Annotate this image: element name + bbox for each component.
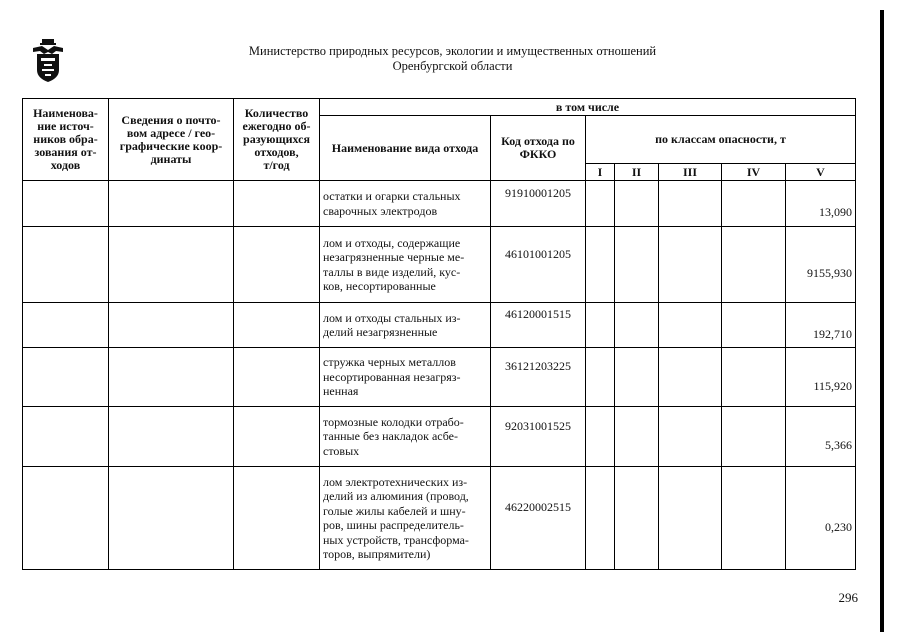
class-iii-cell: [659, 227, 722, 303]
class-iii-cell: [659, 407, 722, 467]
quantity-cell: [234, 407, 320, 467]
class-iv-cell: [722, 407, 786, 467]
class-i-cell: [586, 348, 615, 407]
quantity-cell: [234, 348, 320, 407]
fkko-code-cell: 46120001515: [491, 303, 586, 348]
table-row: [23, 407, 856, 467]
fkko-code-cell: 92031001525: [491, 407, 586, 467]
class-label-v: V: [786, 164, 856, 181]
class-v-cell: 13,090: [786, 181, 856, 227]
class-label-iii: III: [659, 164, 722, 181]
class-i-cell: [586, 407, 615, 467]
table-row: [23, 467, 856, 570]
address-cell: [109, 467, 234, 570]
source-cell: [23, 181, 109, 227]
col-header-address: Сведения о почто- вом адресе / гео- графические коор- динаты: [109, 99, 234, 181]
table-row: [23, 303, 856, 348]
table-row: [23, 348, 856, 407]
col-header-hazard-classes: по классам опасности, т: [586, 116, 856, 164]
table-row: [23, 227, 856, 303]
class-iii-cell: [659, 467, 722, 570]
class-iii-cell: [659, 181, 722, 227]
address-cell: [109, 181, 234, 227]
coat-of-arms-icon: [30, 38, 66, 84]
class-v-cell: 9155,930: [786, 227, 856, 303]
quantity-cell: [234, 303, 320, 348]
class-ii-cell: [615, 348, 659, 407]
col-header-waste-name: Наименование вида отхода: [320, 116, 491, 181]
waste-name-cell: лом и отходы, содержащие незагрязненные черные ме- таллы в виде изделий, кус- ков, несортированные: [320, 227, 491, 303]
class-iv-cell: [722, 303, 786, 348]
class-v-cell: 0,230: [786, 467, 856, 570]
class-iii-cell: [659, 303, 722, 348]
fkko-code-cell: 46101001205: [491, 227, 586, 303]
region-name: Оренбургской области: [392, 59, 513, 73]
class-ii-cell: [615, 303, 659, 348]
class-i-cell: [586, 303, 615, 348]
class-label-iv: IV: [722, 164, 786, 181]
fkko-code-cell: 46220002515: [491, 467, 586, 570]
waste-name-cell: тормозные колодки отрабо- танные без накладок асбе- стовых: [320, 407, 491, 467]
address-cell: [109, 227, 234, 303]
source-cell: [23, 303, 109, 348]
source-cell: [23, 467, 109, 570]
address-cell: [109, 303, 234, 348]
source-cell: [23, 227, 109, 303]
address-cell: [109, 348, 234, 407]
source-cell: [23, 348, 109, 407]
class-ii-cell: [615, 467, 659, 570]
col-header-including: в том числе: [320, 99, 856, 116]
waste-name-cell: лом электротехнических из- делий из алюминия (провод, голые жилы кабелей и шну- ров, шины распределитель- ных устройств, трансформа- торов, выпрямители): [320, 467, 491, 570]
col-header-source: Наименова- ние источ- ников обра- зования от- ходов: [23, 99, 109, 181]
class-i-cell: [586, 181, 615, 227]
class-i-cell: [586, 467, 615, 570]
class-iii-cell: [659, 348, 722, 407]
col-header-fkko: Код отхода по ФККО: [491, 116, 586, 181]
class-iv-cell: [722, 227, 786, 303]
class-label-i: I: [586, 164, 615, 181]
address-cell: [109, 407, 234, 467]
waste-table: [22, 98, 856, 570]
class-iv-cell: [722, 467, 786, 570]
scan-edge-bar: [880, 10, 884, 632]
class-iv-cell: [722, 181, 786, 227]
class-ii-cell: [615, 181, 659, 227]
class-ii-cell: [615, 227, 659, 303]
class-v-cell: 192,710: [786, 303, 856, 348]
quantity-cell: [234, 467, 320, 570]
class-v-cell: 5,366: [786, 407, 856, 467]
ministry-name: Министерство природных ресурсов, экологии и имущественных отношений: [248, 44, 657, 58]
quantity-cell: [234, 227, 320, 303]
class-i-cell: [586, 227, 615, 303]
waste-name-cell: остатки и огарки стальных сварочных электродов: [320, 181, 491, 227]
waste-name-cell: лом и отходы стальных из- делий незагрязненные: [320, 303, 491, 348]
class-ii-cell: [615, 407, 659, 467]
col-header-quantity: Количество ежегодно об- разующихся отходов, т/год: [234, 99, 320, 181]
class-v-cell: 115,920: [786, 348, 856, 407]
class-iv-cell: [722, 348, 786, 407]
source-cell: [23, 407, 109, 467]
class-label-ii: II: [615, 164, 659, 181]
fkko-code-cell: 91910001205: [491, 181, 586, 227]
table-row: [23, 181, 856, 227]
quantity-cell: [234, 181, 320, 227]
waste-name-cell: стружка черных металлов несортированная незагряз- ненная: [320, 348, 491, 407]
fkko-code-cell: 36121203225: [491, 348, 586, 407]
page-number: 296: [838, 590, 858, 605]
